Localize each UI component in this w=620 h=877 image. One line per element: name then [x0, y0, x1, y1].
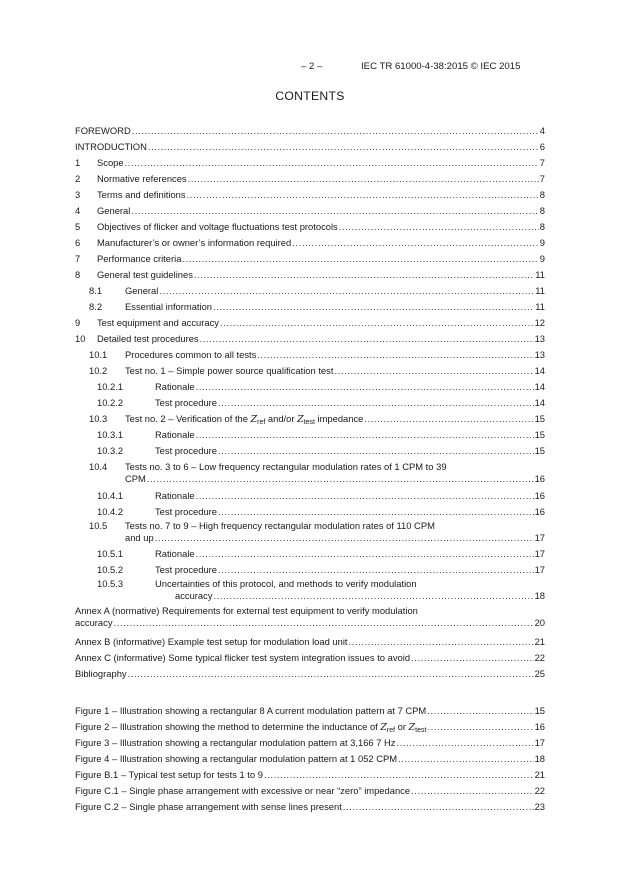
toc-entry[interactable]: 10 Detailed test procedures ..... 13: [75, 333, 545, 345]
toc-entry-annex-b[interactable]: Annex B (informative) Example test setup for modulation load unit ..... 21: [75, 636, 545, 648]
toc-entry[interactable]: 10.5.2 Test procedure ..... 17: [75, 564, 545, 576]
toc-entry[interactable]: 10.4.2 Test procedure ..... 16: [75, 506, 545, 518]
figure-entry[interactable]: Figure B.1 – Typical test setup for tests 1 to 9 ..... 21: [75, 769, 545, 781]
toc-entry-introduction[interactable]: INTRODUCTION ..... 6: [75, 141, 545, 153]
toc-entry[interactable]: 10.3.1 Rationale ..... 15: [75, 429, 545, 441]
toc-entry[interactable]: 4 General ..... 8: [75, 205, 545, 217]
toc-entry[interactable]: 1 Scope ..... 7: [75, 157, 545, 169]
document-id: IEC TR 61000-4-38:2015 © IEC 2015: [361, 61, 521, 72]
page-title: CONTENTS: [275, 89, 345, 103]
toc-entry[interactable]: 10.5.3 Uncertainties of this protocol, and methods to verify modulation accuracy ..... 18: [75, 578, 545, 602]
toc-entry[interactable]: 10.2 Test no. 1 – Simple power source qualification test ..... 14: [75, 365, 545, 377]
page-header: [0, 61, 620, 73]
toc-entry-bibliography[interactable]: Bibliography ..... 25: [75, 668, 545, 680]
toc-entry[interactable]: 10.4 Tests no. 3 to 6 – Low frequency rectangular modulation rates of 1 CPM to 39 CPM ..... 16: [75, 461, 545, 485]
toc-entry[interactable]: 10.1 Procedures common to all tests ..... 13: [75, 349, 545, 361]
toc-entry[interactable]: 2 Normative references ..... 7: [75, 173, 545, 185]
figure-entry[interactable]: Figure C.1 – Single phase arrangement with excessive or near “zero” impedance ..... 22: [75, 785, 545, 797]
toc-entry[interactable]: 10.5.1 Rationale ..... 17: [75, 548, 545, 560]
toc-entry[interactable]: 10.5 Tests no. 7 to 9 – High frequency rectangular modulation rates of 110 CPM and up ..... 17: [75, 520, 545, 544]
figure-entry[interactable]: Figure 2 – Illustration showing the method to determine the inductance of $Z_{ref}$ or $Z_{test}$ ..... 16: [75, 721, 545, 733]
toc-entry[interactable]: 6 Manufacturer’s or owner’s information required ..... 9: [75, 237, 545, 249]
toc-entry-annex-a[interactable]: Annex A (normative) Requirements for external test equipment to verify modulation accuracy ..... 20: [75, 605, 545, 629]
figure-entry[interactable]: Figure 4 – Illustration showing a rectangular modulation pattern at 1 052 CPM ..... 18: [75, 753, 545, 765]
toc-entry[interactable]: 10.3.2 Test procedure ..... 15: [75, 445, 545, 457]
toc-entry[interactable]: 8.1 General ..... 11: [75, 285, 545, 297]
toc-entry[interactable]: 10.2.2 Test procedure ..... 14: [75, 397, 545, 409]
toc-entry-foreword[interactable]: FOREWORD ..... 4: [75, 125, 545, 137]
toc-entry[interactable]: 3 Terms and definitions ..... 8: [75, 189, 545, 201]
toc-entry[interactable]: 8 General test guidelines ..... 11: [75, 269, 545, 281]
toc-entry[interactable]: 10.2.1 Rationale ..... 14: [75, 381, 545, 393]
toc-entry[interactable]: 10.3 Test no. 2 – Verification of the $Z_{ref}$ and/or $Z_{test}$ impedance ..... 15: [75, 413, 545, 425]
toc-entry[interactable]: 10.4.1 Rationale ..... 16: [75, 490, 545, 502]
figure-entry[interactable]: Figure 3 – Illustration showing a rectangular modulation pattern at 3,166 7 Hz ..... 17: [75, 737, 545, 749]
page-number: – 2 –: [301, 61, 323, 72]
figure-entry[interactable]: Figure C.2 – Single phase arrangement with sense lines present ..... 23: [75, 801, 545, 813]
toc-entry[interactable]: 5 Objectives of flicker and voltage fluctuations test protocols ..... 8: [75, 221, 545, 233]
toc-entry[interactable]: 9 Test equipment and accuracy ..... 12: [75, 317, 545, 329]
toc-entry[interactable]: 8.2 Essential information ..... 11: [75, 301, 545, 313]
toc-entry[interactable]: 7 Performance criteria ..... 9: [75, 253, 545, 265]
toc-entry-annex-c[interactable]: Annex C (informative) Some typical flicker test system integration issues to avoid ..... 22: [75, 652, 545, 664]
figure-entry[interactable]: Figure 1 – Illustration showing a rectangular 8 A current modulation pattern at 7 CPM ..... 15: [75, 705, 545, 717]
